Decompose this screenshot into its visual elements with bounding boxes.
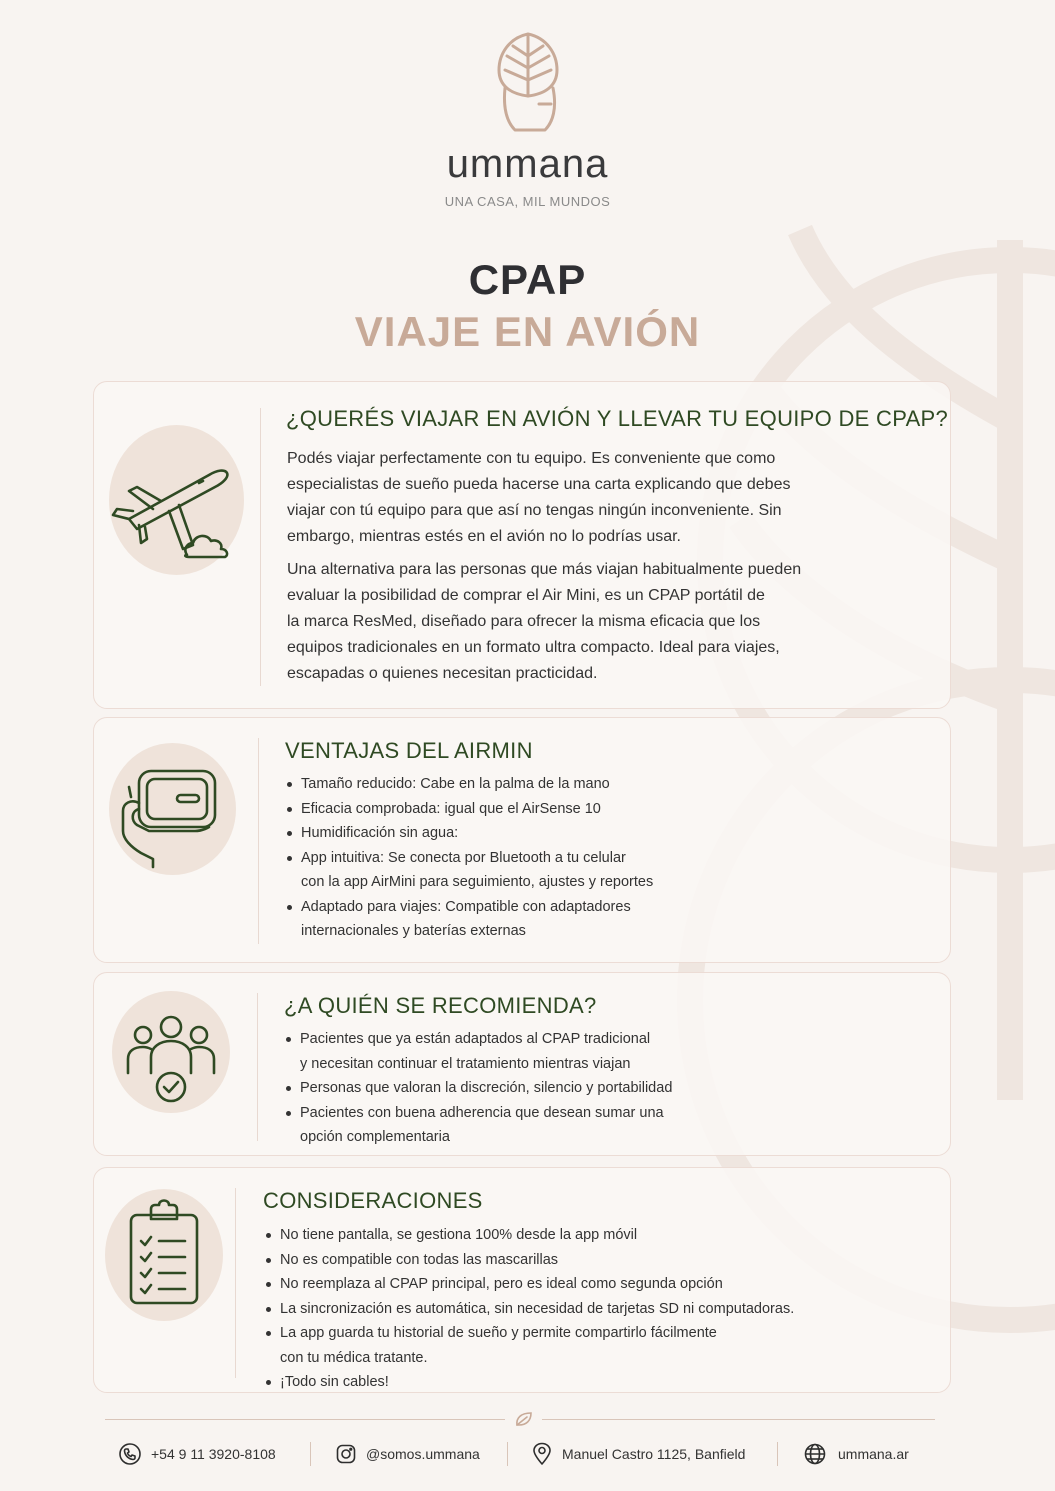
clipboard-checklist-icon	[105, 1189, 223, 1321]
advantages-list	[285, 772, 653, 944]
website-contact[interactable]: ummana.ar	[804, 1440, 909, 1468]
divider	[258, 738, 259, 944]
page-title: CPAP	[468, 256, 587, 303]
icon-circle	[112, 991, 230, 1113]
list-item: La app guarda tu historial de sueño y permite compartirlo fácilmente con tu médica tratante.	[264, 1321, 794, 1370]
icon-circle	[105, 1189, 223, 1321]
list-item: Tamaño reducido: Cabe en la palma de la mano	[285, 772, 653, 797]
phone-contact[interactable]: +54 9 11 3920-8108	[119, 1440, 276, 1468]
list-item: No tiene pantalla, se gestiona 100% desde la app móvil	[264, 1223, 794, 1248]
footer-separator	[310, 1442, 311, 1466]
card-advantages	[93, 717, 951, 963]
divider	[260, 408, 261, 686]
list-item: Pacientes que ya están adaptados al CPAP tradicional y necesitan continuar el tratamiento mientras viajan	[284, 1027, 672, 1076]
brand-name: ummana	[446, 142, 609, 186]
list-item: No es compatible con todas las mascarillas	[264, 1248, 794, 1273]
list-item: Humidificación sin agua:	[285, 821, 653, 846]
phone-icon	[119, 1443, 141, 1465]
card-title: ¿A QUIÉN SE RECOMIENDA?	[284, 993, 597, 1018]
considerations-list	[264, 1223, 794, 1395]
address-contact[interactable]: Manuel Castro 1125, Banfield	[532, 1440, 745, 1468]
people-check-icon	[112, 991, 230, 1113]
recommended-list	[284, 1027, 672, 1150]
brand-tagline: UNA CASA, MIL MUNDOS	[444, 194, 611, 209]
list-item: Eficacia comprobada: igual que el AirSense 10	[285, 797, 653, 822]
list-item: App intuitiva: Se conecta por Bluetooth a tu celular con la app AirMini para seguimiento, ajustes y reportes	[285, 846, 653, 895]
instagram-icon	[336, 1444, 356, 1464]
card-title: CONSIDERACIONES	[263, 1188, 483, 1213]
page-subtitle: VIAJE EN AVIÓN	[354, 308, 701, 355]
hand-device-icon	[109, 743, 236, 875]
card-title: ¿QUERÉS VIAJAR EN AVIÓN Y LLEVAR TU EQUIPO DE CPAP?	[286, 406, 949, 431]
instagram-contact[interactable]: @somos.ummana	[336, 1440, 480, 1468]
card-paragraph-1: Podés viajar perfectamente con tu equipo. Es conveniente que como especialistas de sueño pueda hacerse una carta explicando que debes viajar con tú equipo para que así no tengas ningún inconveniente. Sin embargo, mientras estés en el avión no lo podrías usar.	[287, 450, 791, 545]
footer-divider-right	[542, 1419, 935, 1420]
card-considerations	[93, 1167, 951, 1393]
list-item: Personas que valoran la discreción, silencio y portabilidad	[284, 1076, 672, 1101]
list-item: La sincronización es automática, sin necesidad de tarjetas SD ni computadoras.	[264, 1297, 794, 1322]
list-item: Adaptado para viajes: Compatible con adaptadores internacionales y baterías externas	[285, 895, 653, 944]
card-recommended	[93, 972, 951, 1156]
leaf-icon	[513, 1410, 535, 1428]
footer-divider-left	[105, 1419, 505, 1420]
divider	[257, 993, 258, 1141]
brand-logo-icon	[495, 30, 561, 136]
card-title: VENTAJAS DEL AIRMIN	[285, 738, 533, 763]
icon-circle	[109, 425, 244, 575]
card-travel	[93, 381, 951, 709]
list-item: Pacientes con buena adherencia que desean sumar una opción complementaria	[284, 1101, 672, 1150]
location-pin-icon	[532, 1442, 552, 1466]
airplane-icon	[109, 425, 244, 575]
footer-separator	[777, 1442, 778, 1466]
card-paragraph-2: Una alternativa para las personas que más viajan habitualmente pueden evaluar la posibilidad de comprar el Air Mini, es un CPAP portátil de la marca ResMed, diseñado para ofrecer la misma eficacia que los equipos tradicionales en un formato ultra compacto. Ideal para viajes, escapadas o quienes necesitan practicidad.	[287, 561, 802, 682]
footer-separator	[507, 1442, 508, 1466]
divider	[235, 1188, 236, 1378]
icon-circle	[109, 743, 236, 875]
globe-icon	[804, 1443, 826, 1465]
brand-header	[0, 30, 1055, 209]
list-item: ¡Todo sin cables!	[264, 1370, 794, 1395]
contact-footer	[105, 1440, 935, 1468]
list-item: No reemplaza al CPAP principal, pero es ideal como segunda opción	[264, 1272, 794, 1297]
